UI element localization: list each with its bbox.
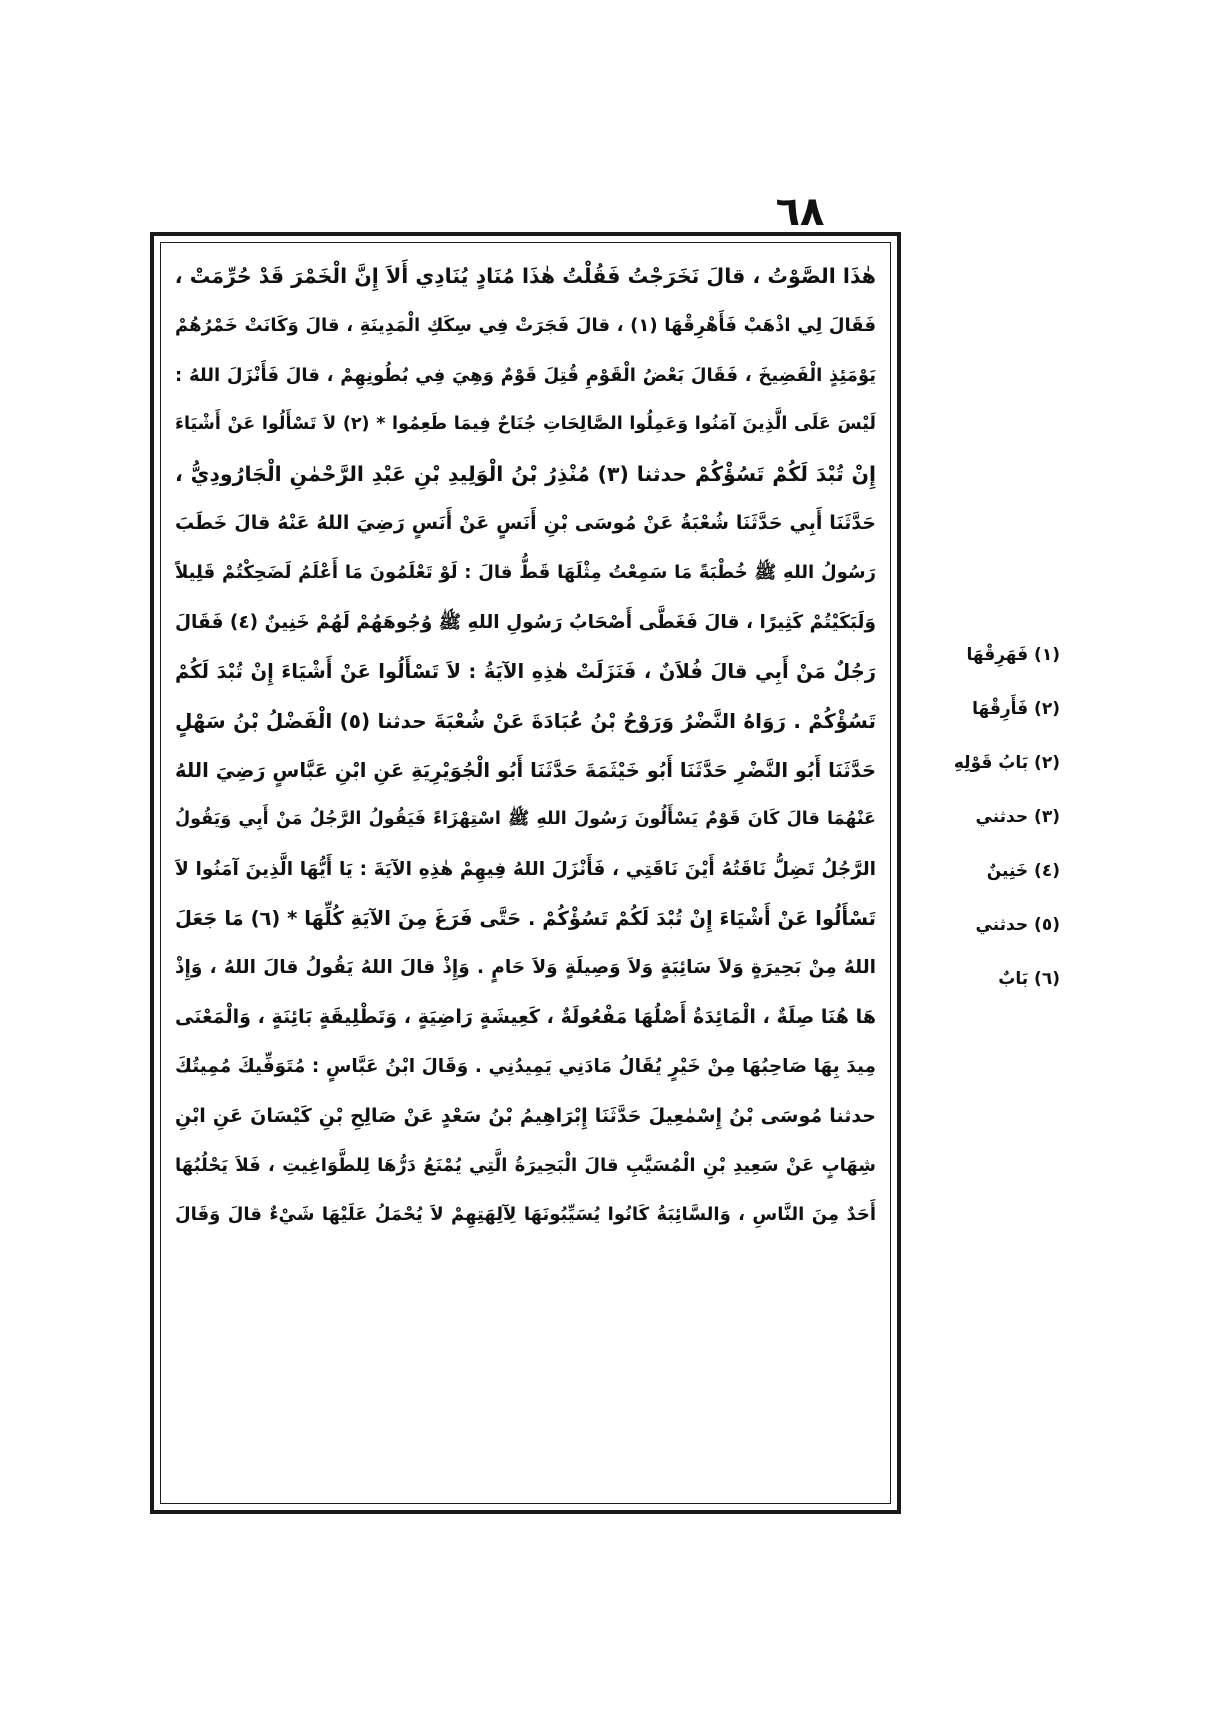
- text-line: اللهُ مِنْ بَحِيرَةٍ وَلاَ سَائِبَةٍ وَلاَ وَصِيلَةٍ وَلاَ حَامٍ . وَإِذْ قالَ اللهُ يَقُولُ قالَ اللهُ ، وَإِذْ: [175, 957, 876, 979]
- main-text-block: [175, 252, 876, 1492]
- text-line: أَحَدٌ مِنَ النَّاسِ ، وَالسَّائِبَةُ كَانُوا يُسَيِّبُونَهَا لِآلِهَتِهِمْ لاَ يُحْمَلُ عَلَيْهَا شَيْءٌ قالَ وَقَالَ: [175, 1204, 876, 1226]
- margin-note: (٥) حدثني: [975, 915, 1060, 935]
- margin-notes: [935, 628, 1060, 1006]
- margin-note: (٢) فَأَرِقْهَا: [972, 699, 1060, 719]
- margin-note: (١) فَهَرِقْهَا: [966, 645, 1060, 665]
- text-line: رَسُولُ اللهِ ﷺ خُطْبَةً مَا سَمِعْتُ مِثْلَهَا قَطُّ قالَ : لَوْ تَعْلَمُونَ مَا أَعْلَمُ لَضَحِكْتُمْ قَلِيلاً: [175, 562, 876, 584]
- margin-note: (٦) بَابٌ: [998, 969, 1060, 989]
- text-line: إِنْ تُبْدَ لَكُمْ تَسُؤْكُمْ حدثنا (٣) مُنْذِرُ بْنُ الْوَلِيدِ بْنِ عَبْدِ الرَّحْمٰنِ الْجَارُودِيُّ ،: [175, 461, 876, 486]
- text-line: حَدَّثَنَا أَبِي حَدَّثَنَا شُعْبَةُ عَنْ مُوسَى بْنِ أَنَسٍ عَنْ أَنَسٍ رَضِيَ اللهُ عَنْهُ قالَ خَطَبَ: [175, 511, 876, 534]
- text-line: حدثنا مُوسَى بْنُ إِسْمٰعِيلَ حَدَّثَنَا إِبْرَاهِيمُ بْنُ سَعْدٍ عَنْ صَالِحِ بْنِ كَيْسَانَ عَنِ ابْنِ: [175, 1104, 876, 1127]
- text-line: يَوْمَئِذٍ الْفَضِيخَ ، فَقَالَ بَعْضُ الْقَوْمِ قُتِلَ قَوْمٌ وَهِيَ فِي بُطُونِهِمْ ، قالَ فَأَنْزَلَ اللهُ :: [175, 364, 876, 386]
- text-line: رَجُلٌ مَنْ أَبِي قالَ فُلاَنٌ ، فَنَزَلَتْ هٰذِهِ الآيَةُ : لاَ تَسْأَلُوا عَنْ أَشْيَاءَ إِنْ تُبْدَ لَكُمْ: [175, 660, 876, 684]
- page-number: ٦٨: [775, 189, 825, 235]
- text-line: لَيْسَ عَلَى الَّذِينَ آمَنُوا وَعَمِلُوا الصَّالِحَاتِ جُنَاحٌ فِيمَا طَعِمُوا * (٢) لاَ تَسْأَلُوا عَنْ أَشْيَاءَ: [175, 414, 876, 435]
- margin-note: (٣) حدثني: [975, 807, 1060, 827]
- margin-note: (٤) خَنِينٌ: [986, 861, 1060, 881]
- text-line: مِيدَ بِهَا صَاحِبُهَا مِنْ خَيْرٍ يُقَالُ مَادَنِي يَمِيدُنِي . وَقَالَ ابْنُ عَبَّاسٍ : مُتَوَفِّيكَ مُمِيتُكَ: [175, 1056, 876, 1078]
- margin-note: (٢) بَابُ قَوْلِهِ: [953, 753, 1060, 773]
- text-line: تَسُؤْكُمْ . رَوَاهُ النَّضْرُ وَرَوْحُ بْنُ عُبَادَةَ عَنْ شُعْبَةَ حدثنا (٥) الْفَضْلُ بْنُ سَهْلٍ: [175, 708, 876, 733]
- text-line: الرَّجُلُ تَضِلُّ نَاقَتُهُ أَيْنَ نَاقَتِي ، فَأَنْزَلَ اللهُ فِيهِمْ هٰذِهِ الآيَةَ : يَا أَيُّهَا الَّذِينَ آمَنُوا لاَ: [175, 858, 876, 880]
- text-line: شِهَابٍ عَنْ سَعِيدِ بْنِ الْمُسَيَّبِ قالَ الْبَحِيرَةُ الَّتِي يُمْنَعُ دَرُّهَا لِلطَّوَاغِيتِ ، فَلاَ يَحْلُبُهَا: [175, 1155, 876, 1177]
- text-line: حَدَّثَنَا أَبُو النَّضْرِ حَدَّثَنَا أَبُو خَيْثَمَةَ حَدَّثَنَا أَبُو الْجُوَيْرِيَةِ عَنِ ابْنِ عَبَّاسٍ رَضِيَ اللهُ: [175, 758, 876, 782]
- text-line: وَلَبَكَيْتُمْ كَثِيرًا ، قالَ فَغَطَّى أَصْحَابُ رَسُولِ اللهِ ﷺ وُجُوهَهُمْ لَهُمْ خَنِينٌ (٤) فَقَالَ: [175, 611, 876, 633]
- text-line: عَنْهُمَا قالَ كَانَ قَوْمٌ يَسْأَلُونَ رَسُولَ اللهِ ﷺ اسْتِهْزَاءً فَيَقُولُ الرَّجُلُ مَنْ أَبِي وَيَقُولُ: [175, 809, 876, 830]
- text-line: هَا هُنَا صِلَةٌ ، الْمَائِدَةُ أَصْلُهَا مَفْعُولَةٌ ، كَعِيشَةٍ رَاضِيَةٍ ، وَتَطْلِيقَةٍ بَائِنَةٍ ، وَالْمَعْنَى: [175, 1005, 876, 1028]
- text-line: هٰذَا الصَّوْتُ ، قالَ نَخَرَجْتُ فَقُلْتُ هٰذَا مُنَادٍ يُنَادِي أَلاَ إِنَّ الْخَمْرَ قَدْ حُرِّمَتْ ،: [175, 264, 876, 288]
- text-line: تَسْأَلُوا عَنْ أَشْيَاءَ إِنْ تُبْدَ لَكُمْ تَسُؤْكُمْ . حَتَّى فَرَغَ مِنَ الآيَةِ كُلِّهَا * (٦) مَا جَعَلَ: [175, 907, 876, 931]
- text-line: فَقَالَ لِي اذْهَبْ فَأَهْرِقْهَا (١) ، قالَ فَجَرَتْ فِي سِكَكِ الْمَدِينَةِ ، قالَ وَكَانَتْ خَمْرُهُمْ: [175, 315, 876, 337]
